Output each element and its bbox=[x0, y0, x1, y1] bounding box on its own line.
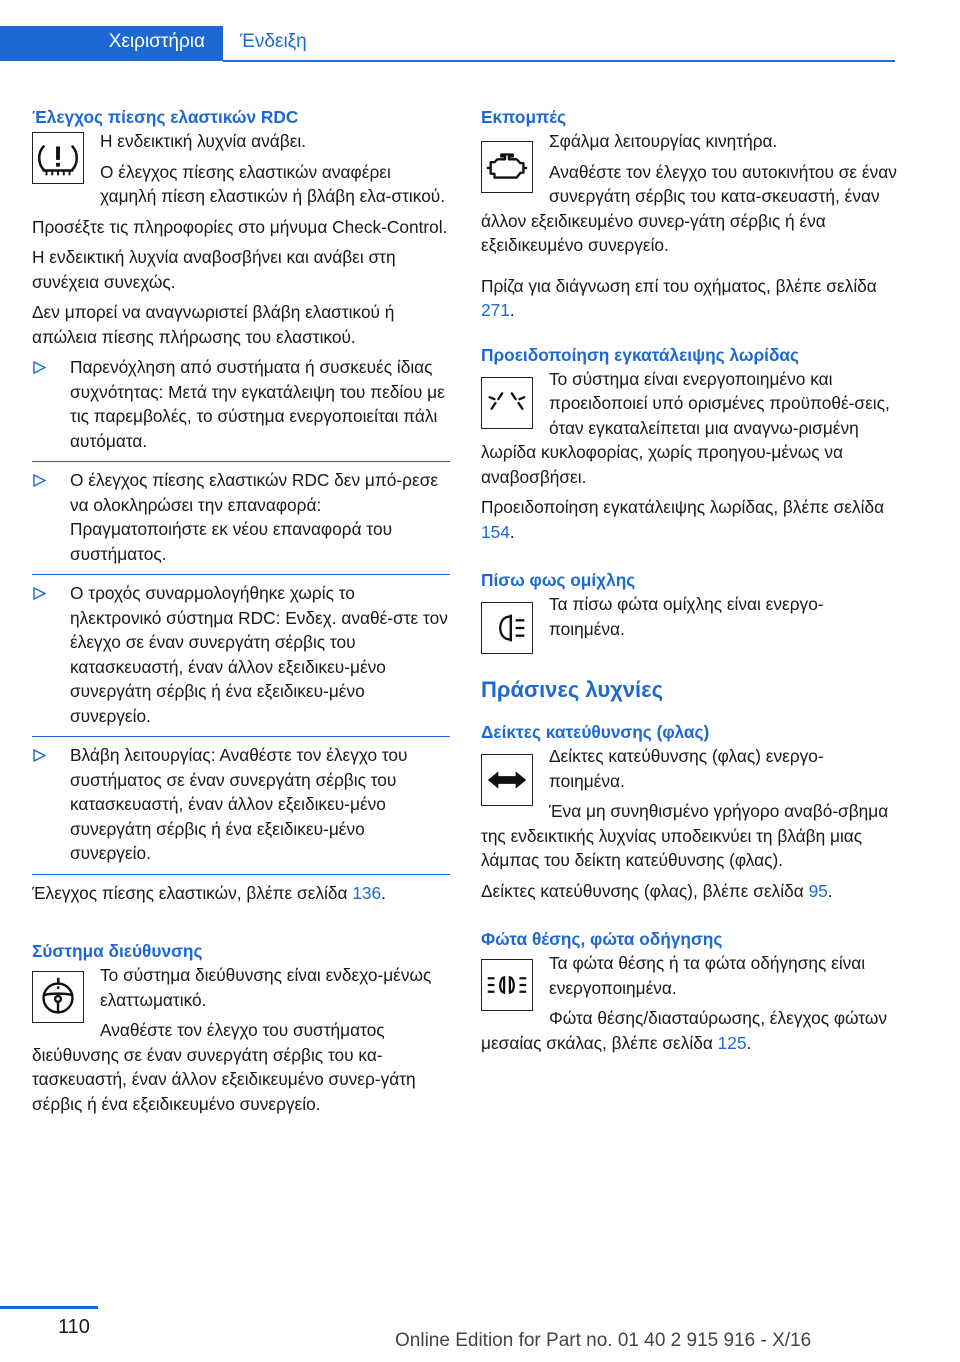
right-column bbox=[481, 105, 899, 1061]
edition-note: Online Edition for Part no. 01 40 2 915 916 - X/16 bbox=[395, 1330, 812, 1351]
lane-cross-reference bbox=[481, 495, 899, 544]
rdc-text-5: Δεν μπορεί να αναγνωριστεί βλάβη ελαστικού ή απώλεια πίεσης πλήρωσης του ελαστικού. bbox=[32, 302, 395, 347]
steering-wheel-icon bbox=[32, 971, 84, 1023]
rear-fog-text: Τα πίσω φώτα ομίχλης είναι ενεργο-ποιημένα. bbox=[549, 594, 824, 639]
list-item-text: Βλάβη λειτουργίας: Αναθέστε τον έλεγχο του συστήματος σε έναν συνεργάτη σέρβις του κατασκευαστή, έναν άλλον εξειδικευ-μένο συνεργάτη σέρβις ή ένα εξειδικευ-μένο συνεργείο. bbox=[70, 745, 408, 863]
lights-text-1: Τα φώτα θέσης ή τα φώτα οδήγησης είναι ενεργοποιημένα. bbox=[549, 953, 866, 998]
bullet-triangle-icon bbox=[33, 749, 46, 762]
turn-ref-text: Δείκτες κατεύθυνσης (φλας), βλέπε σελίδα bbox=[481, 880, 809, 901]
steering-text-2: Αναθέστε τον έλεγχο του συστήματος διεύθυνσης σε έναν συνεργάτη σέρβις του κα-τασκευαστή, έναν άλλον εξειδικευμένο συνερ-γάτη σέρβις ή ένα εξειδικευμένο συνεργείο. bbox=[32, 1020, 416, 1114]
rear-fog-light-icon bbox=[481, 602, 533, 654]
list-item-text: Ο τροχός συναρμολογήθηκε χωρίς το ηλεκτρονικό σύστημα RDC: Ενδεχ. αναθέ-στε τον έλεγχο σε έναν συνεργάτη σέρβις του κατασκευαστή, έναν άλλον εξειδικευ-μένο συνεργάτη σέρβις ή ένα εξειδικευ-μένο συνεργείο. bbox=[70, 583, 448, 726]
lane-departure-icon bbox=[481, 377, 533, 429]
engine-icon bbox=[481, 141, 533, 193]
turn-signal-text-2: Ένα μη συνηθισμένο γρήγορο αναβό-σβημα της ενδεικτικής λυχνίας υποδεικνύει τη βλάβη μιας λάμπας του δείκτη κατεύθυνσης (φλας). bbox=[481, 801, 889, 870]
emissions-heading: Εκπομπές bbox=[481, 107, 567, 127]
rdc-heading: Έλεγχος πίεσης ελαστικών RDC bbox=[32, 107, 299, 127]
bullet-triangle-icon bbox=[33, 474, 46, 487]
lane-ref-end: . bbox=[509, 521, 515, 542]
list-item bbox=[32, 355, 450, 462]
tab-display: Ένδειξη bbox=[240, 31, 307, 52]
list-item-text: Παρενόχληση από συστήματα ή συσκευές ίδιας συχνότητας: Μετά την εγκατάλειψη του πεδίου με τις παρεμβολές, το σύστημα ενεργοποιείται πάλι αυτόματα. bbox=[70, 357, 445, 451]
left-column bbox=[32, 105, 450, 1122]
turn-signal-text-1: Δείκτες κατεύθυνσης (φλας) ενεργο-ποιημένα. bbox=[549, 746, 824, 791]
emissions-page-link[interactable]: 271 bbox=[481, 300, 510, 320]
steering-heading: Σύστημα διεύθυνσης bbox=[32, 941, 203, 961]
page-header bbox=[0, 26, 895, 61]
green-lights-heading: Πράσινες λυχνίες bbox=[481, 677, 664, 702]
turn-signal-icon bbox=[481, 754, 533, 806]
tab-controls-label: Χειριστήρια bbox=[108, 31, 205, 52]
rdc-text-3: Προσέξτε τις πληροφορίες στο μήνυμα Check-Control. bbox=[32, 216, 448, 237]
emissions-cross-reference bbox=[481, 274, 899, 323]
footer-rule bbox=[0, 1306, 98, 1309]
header-rule bbox=[223, 60, 895, 62]
rdc-bullet-list bbox=[32, 355, 450, 875]
lights-page-link[interactable]: 125 bbox=[717, 1032, 747, 1053]
lane-ref-text: Προειδοποίηση εγκατάλειψης λωρίδας, βλέπε σελίδα bbox=[481, 497, 885, 517]
rear-fog-heading: Πίσω φως ομίχλης bbox=[481, 570, 636, 590]
tire-pressure-icon bbox=[32, 132, 84, 184]
lane-page-link[interactable]: 154 bbox=[481, 521, 510, 542]
emissions-text-1: Σφάλμα λειτουργίας κινητήρα. bbox=[549, 131, 778, 151]
turn-ref-end: . bbox=[827, 880, 833, 901]
lights-ref-text: Φώτα θέσης/διασταύρωσης, έλεγχος φώτων μεσαίας σκάλας, βλέπε σελίδα bbox=[481, 1008, 888, 1053]
turn-signal-cross-reference bbox=[481, 879, 899, 904]
lights-heading: Φώτα θέσης, φώτα οδήγησης bbox=[481, 929, 723, 949]
rdc-text-4: Η ενδεικτική λυχνία αναβοσβήνει και ανάβει στη συνέχεια συνεχώς. bbox=[32, 247, 396, 292]
lane-heading: Προειδοποίηση εγκατάλειψης λωρίδας bbox=[481, 344, 800, 365]
list-item bbox=[32, 743, 450, 875]
emissions-ref-text: Πρίζα για διάγνωση επί του οχήματος, βλέπε σελίδα bbox=[481, 275, 877, 296]
lights-cross-reference bbox=[481, 1006, 899, 1055]
rdc-text-1: Η ενδεικτική λυχνία ανάβει. bbox=[100, 131, 307, 151]
lane-text-1: Το σύστημα είναι ενεργοποιημένο και προειδοποιεί υπό ορισμένες προϋποθέ-σεις, όταν εγκαταλείπεται μια αναγνω-ρισμένη λωρίδα κυκλοφορίας, χωρίς προηγου-μένως να αναβοσβήσει. bbox=[481, 368, 890, 487]
steering-text-1: Το σύστημα διεύθυνσης είναι ενδεχο-μένως ελαττωματικό. bbox=[100, 965, 432, 1010]
list-item bbox=[32, 581, 450, 737]
turn-signal-heading: Δείκτες κατεύθυνσης (φλας) bbox=[481, 722, 710, 742]
tab-controls bbox=[0, 26, 223, 61]
parking-lights-icon bbox=[481, 959, 533, 1011]
page-number: 110 bbox=[58, 1316, 90, 1338]
list-item-text: Ο έλεγχος πίεσης ελαστικών RDC δεν μπό-ρεσε να ολοκληρώσει την επαναφορά: Πραγματοποιήστε εκ νέου επαναφορά του συστήματος. bbox=[70, 470, 439, 564]
bullet-triangle-icon bbox=[33, 587, 46, 600]
bullet-triangle-icon bbox=[33, 361, 46, 374]
rdc-page-link[interactable]: 136 bbox=[352, 882, 382, 903]
rdc-text-2: Ο έλεγχος πίεσης ελαστικών αναφέρει χαμηλή πίεση ελαστικών ή βλάβη ελα-στικού. bbox=[100, 161, 446, 206]
rdc-cross-reference bbox=[32, 881, 450, 906]
emissions-text-2: Αναθέστε τον έλεγχο του αυτοκινήτου σε έναν συνεργάτη σέρβις του κατα-σκευαστή, έναν άλλον εξειδικευμένο συνερ-γάτη σέρβις ή ένα εξειδικευμένο συνεργείο. bbox=[481, 161, 897, 255]
turn-page-link[interactable]: 95 bbox=[808, 880, 828, 901]
rdc-ref-end: . bbox=[381, 882, 386, 903]
rdc-ref-text: Έλεγχος πίεσης ελαστικών, βλέπε σελίδα bbox=[32, 882, 353, 903]
emissions-ref-end: . bbox=[509, 300, 515, 320]
lights-ref-end: . bbox=[746, 1032, 752, 1053]
list-item bbox=[32, 468, 450, 575]
